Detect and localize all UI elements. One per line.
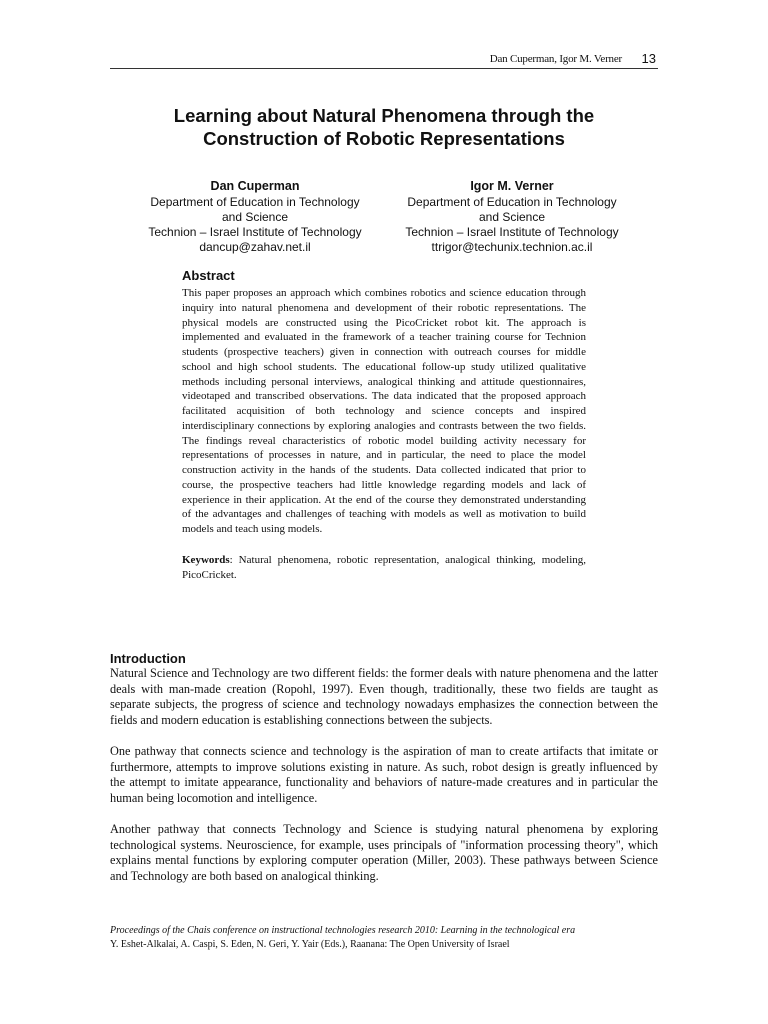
author-name: Igor M. Verner bbox=[470, 179, 554, 193]
keywords-label: Keywords bbox=[182, 553, 230, 566]
introduction-paragraph: Another pathway that connects Technology and Science is studying natural phenomena by exploring technological systems. Neuroscience, for example, uses principals of "information processing theory", which explains mental functions by exploring computer operation (Miller, 2003). These pathways between Science and Technology are both based on analogical thinking. bbox=[110, 822, 658, 883]
author-department: Department of Education in Technology bbox=[150, 195, 360, 209]
author-department: Department of Education in Technology bbox=[407, 195, 617, 209]
introduction-heading: Introduction bbox=[110, 651, 186, 666]
author-department-cont: and Science bbox=[478, 210, 546, 224]
title-line-2: Construction of Robotic Representations bbox=[203, 128, 565, 149]
author-block-2 bbox=[388, 179, 636, 255]
title-line-1: Learning about Natural Phenomena through the bbox=[173, 105, 595, 126]
header-authors: Dan Cuperman, Igor M. Verner bbox=[489, 53, 622, 65]
running-header bbox=[110, 50, 658, 69]
keywords-text: : Natural phenomena, robotic representation, analogical thinking, modeling, PicoCricket. bbox=[182, 553, 586, 581]
author-email: dancup@zahav.net.il bbox=[199, 240, 311, 254]
introduction-paragraph: One pathway that connects science and technology is the aspiration of man to create artifacts that imitate or furthermore, attempts to improve solutions existing in nature. As such, robot design is greatly influenced by the attempt to imitate appearance, functionality and behaviors of nature-made creatures and in particular the human being locomotion and intelligence. bbox=[110, 744, 658, 805]
author-name: Dan Cuperman bbox=[210, 179, 300, 193]
page-number: 13 bbox=[641, 51, 656, 66]
author-institution: Technion – Israel Institute of Technology bbox=[405, 225, 619, 239]
author-department-cont: and Science bbox=[221, 210, 289, 224]
footer-proceedings: Proceedings of the Chais conference on instructional technologies research 2010: Learning in the technological era bbox=[110, 925, 576, 936]
paper-title bbox=[110, 104, 658, 150]
page-footer bbox=[110, 924, 670, 952]
abstract-text: This paper proposes an approach which combines robotics and science education through inquiry into natural phenomena and development of their robotic representations. The physical models are constructed using the PicoCricket robot kit. The approach is implemented and evaluated in the framework of a teacher training course for Technion students (prospective teachers) given in connection with outreach courses for middle school and high school students. The educational follow-up study utilized qualitative methods including personal interviews, analogical thinking and attitude questionnaires, videotaped and transcribed observations. The data indicated that the proposed approach facilitated acquisition of both technology and science concepts and inspired interdisciplinary connections by exploring analogies and contrasts between the two fields. The findings reveal characteristics of robotic model building activity necessary for representations of processes in nature, and in particular, the need to place the model construction activity in the hands of the students. Data collected indicated that prior to course, the prospective teachers had little knowledge regarding models and lack of experience in their application. At the end of the course they demonstrated understanding of the advantages and challenges of teaching with models as well as motivation to build models and teach using models. bbox=[182, 287, 586, 535]
keywords bbox=[182, 553, 586, 583]
author-email: ttrigor@techunix.technion.ac.il bbox=[431, 240, 593, 254]
abstract-heading: Abstract bbox=[182, 268, 235, 283]
footer-editors: Y. Eshet-Alkalai, A. Caspi, S. Eden, N. Geri, Y. Yair (Eds.), Raanana: The Open University of Israel bbox=[110, 939, 510, 950]
author-institution: Technion – Israel Institute of Technology bbox=[148, 225, 362, 239]
abstract-section bbox=[182, 268, 586, 582]
author-block-1 bbox=[131, 179, 379, 255]
introduction-section bbox=[110, 651, 658, 900]
introduction-paragraph: Natural Science and Technology are two different fields: the former deals with nature phenomena and the latter deals with man-made creation (Ropohl, 1997). Even though, traditionally, these two fields are taught as separate subjects, the progress of science and technology nowadays emphasizes the connection between the fields and modern education is establishing connections between the subjects. bbox=[110, 666, 658, 727]
